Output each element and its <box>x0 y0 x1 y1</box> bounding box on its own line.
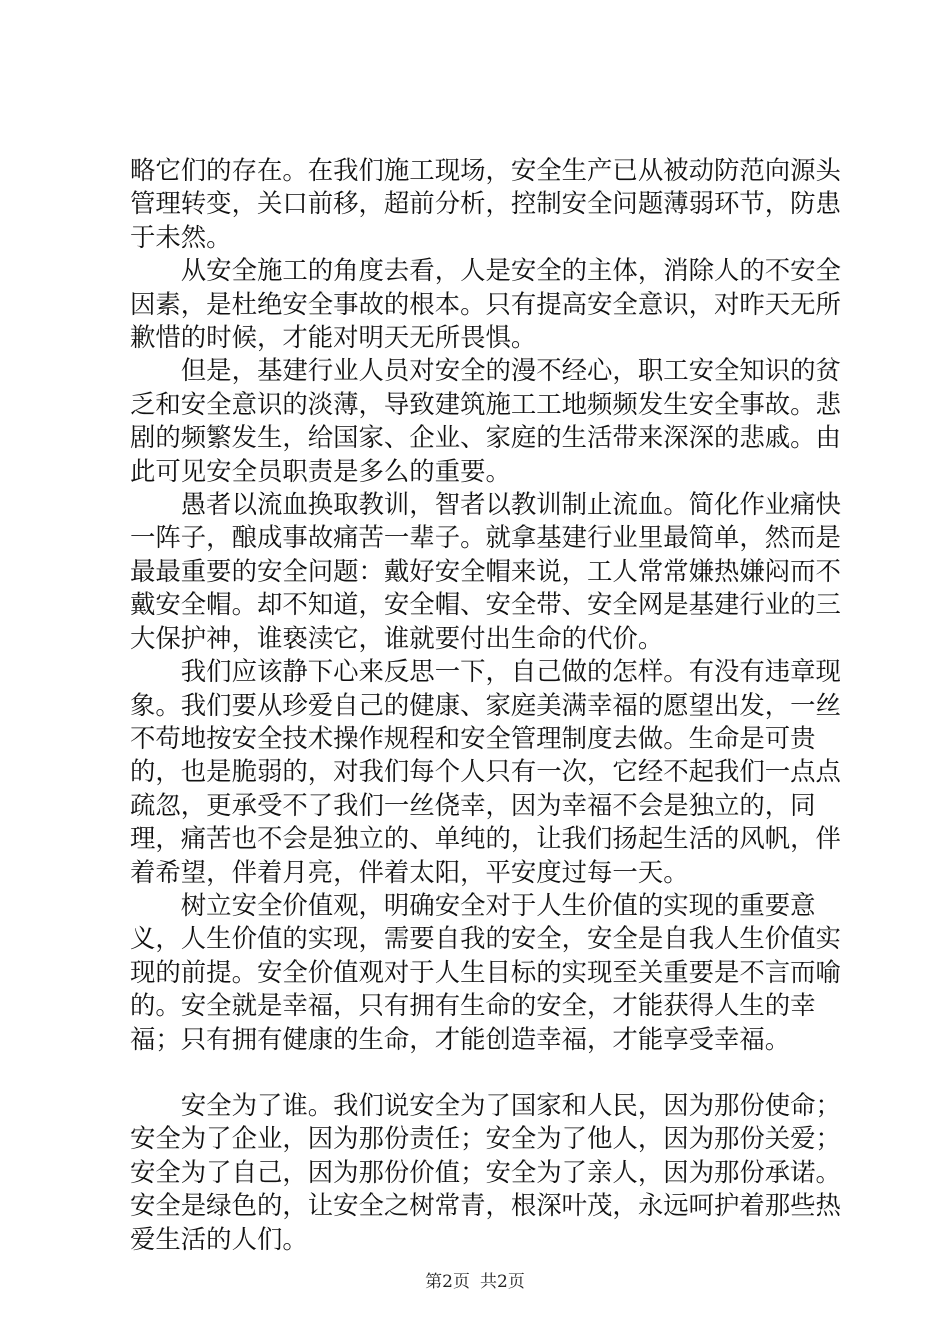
paragraph-2: 从安全施工的角度去看，人是安全的主体，消除人的不安全因素，是杜绝安全事故的根本。只有提高安全意识，对昨天无所歉惜的时候，才能对明天无所畏惧。 <box>130 255 841 353</box>
document-body <box>130 154 850 1256</box>
page-number: 第2页 <box>425 1272 470 1292</box>
paragraph-1: 略它们的存在。在我们施工现场，安全生产已从被动防范向源头管理转变，关口前移，超前分析，控制安全问题薄弱环节，防患于未然。 <box>130 155 841 252</box>
paragraph-gap <box>130 1056 850 1089</box>
paragraph-6: 树立安全价值观，明确安全对于人生价值的实现的重要意义，人生价值的实现，需要自我的安全，安全是自我人生价值实现的前提。安全价值观对于人生目标的实现至关重要是不言而喻的。安全就是幸福，只有拥有生命的安全，才能获得人生的幸福；只有拥有健康的生命，才能创造幸福，才能享受幸福。 <box>130 889 841 1054</box>
paragraph-4: 愚者以流血换取教训，智者以教训制止流血。简化作业痛快一阵子，酿成事故痛苦一辈子。就拿基建行业里最简单，然而是最最重要的安全问题：戴好安全帽来说，工人常常嫌热嫌闷而不戴安全帽。却不知道，安全帽、安全带、安全网是基建行业的三大保护神，谁亵渎它，谁就要付出生命的代价。 <box>130 489 841 653</box>
paragraph-3: 但是，基建行业人员对安全的漫不经心，职工安全知识的贫乏和安全意识的淡薄，导致建筑施工工地频频发生安全事故。悲剧的频繁发生，给国家、企业、家庭的生活带来深深的悲戚。由此可见安全员职责是多么的重要。 <box>130 355 841 486</box>
paragraph-7: 安全为了谁。我们说安全为了国家和人民，因为那份使命；安全为了企业，因为那份责任；安全为了他人，因为那份关爱；安全为了自己，因为那份价值；安全为了亲人，因为那份承诺。安全是绿色的，让安全之树常青，根深叶茂，永远呵护着那些热爱生活的人们。 <box>130 1089 841 1254</box>
paragraph-5: 我们应该静下心来反思一下，自己做的怎样。有没有违章现象。我们要从珍爱自己的健康、家庭美满幸福的愿望出发，一丝不苟地按安全技术操作规程和安全管理制度去做。生命是可贵的，也是脆弱的，对我们每个人只有一次，它经不起我们一点点疏忽，更承受不了我们一丝侥幸，因为幸福不会是独立的，同理，痛苦也不会是独立的、单纯的，让我们扬起生活的风帆，伴着希望，伴着月亮，伴着太阳，平安度过每一天。 <box>130 656 841 887</box>
page-total: 共2页 <box>480 1272 525 1292</box>
page-footer <box>0 1271 950 1293</box>
